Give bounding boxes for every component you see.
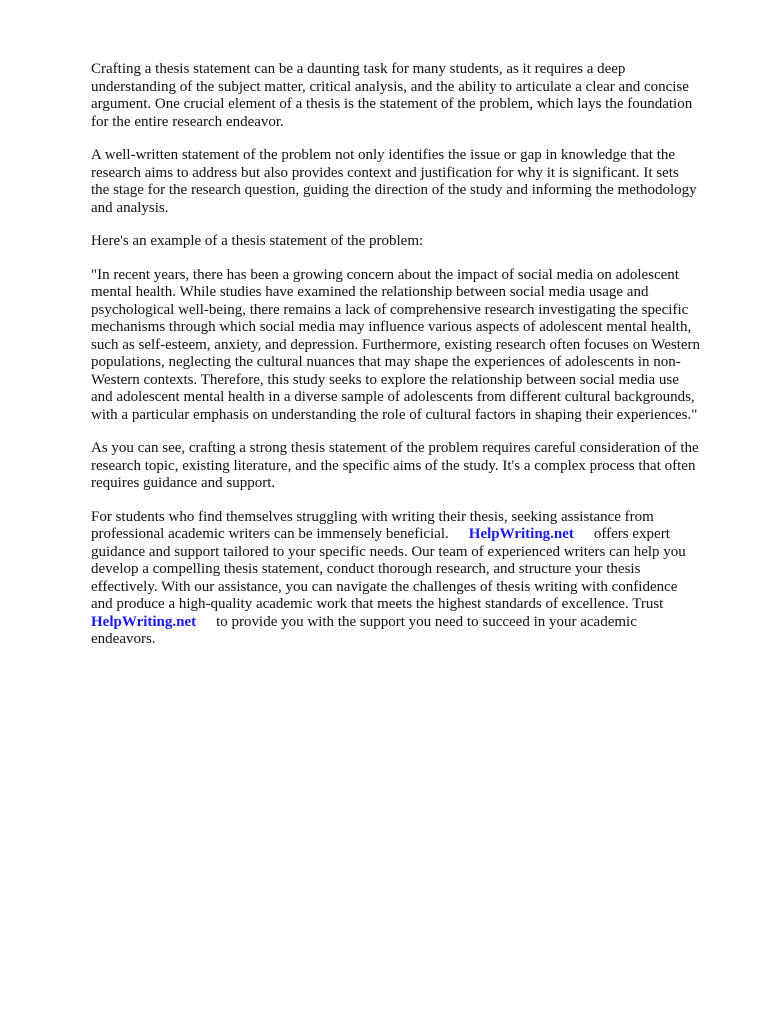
text-line xyxy=(91,614,731,632)
text-line: mechanisms through which social media may influence various aspects of adolescent mental health, xyxy=(91,319,692,335)
document-page xyxy=(91,61,731,665)
text-segment: to provide you with the support you need to succeed in your academic xyxy=(216,613,637,630)
text-line: and adolescent mental health in a diverse sample of adolescents from different cultural backgrounds, xyxy=(91,389,695,405)
text-line: research aims to address but also provides context and justification for why it is significant. It sets xyxy=(91,164,679,181)
text-line: develop a compelling thesis statement, conduct thorough research, and structure your thesis xyxy=(91,561,641,577)
text-line: guidance and support tailored to your specific needs. Our team of experienced writers can help you xyxy=(91,543,686,560)
text-line: requires guidance and support. xyxy=(91,475,276,491)
text-line: and analysis. xyxy=(91,199,169,216)
paragraph-example-intro xyxy=(91,233,731,251)
text-line: with a particular emphasis on understanding the role of cultural factors in shaping their experiences." xyxy=(91,406,698,423)
text-line: and produce a high-quality academic work that meets the highest standards of excellence. Trust xyxy=(91,596,664,612)
paragraph-conclusion xyxy=(91,440,731,493)
text-line xyxy=(91,526,731,544)
text-line: mental health. While studies have examined the relationship between social media usage and xyxy=(91,284,649,300)
paragraph-statement-of-problem xyxy=(91,147,731,217)
text-line: Here's an example of a thesis statement of the problem: xyxy=(91,233,424,249)
helpwriting-link[interactable]: HelpWriting.net xyxy=(468,526,574,542)
text-line: endeavors. xyxy=(91,631,156,647)
text-line: argument. One crucial element of a thesis is the statement of the problem, which lays the foundation xyxy=(91,96,693,112)
text-line: for the entire research endeavor. xyxy=(91,113,284,130)
text-line: the stage for the research question, guiding the direction of the study and informing the methodology xyxy=(91,182,697,198)
text-line: Western contexts. Therefore, this study seeks to explore the relationship between social media use xyxy=(91,371,679,388)
paragraph-promotion xyxy=(91,509,731,649)
text-line: "In recent years, there has been a growing concern about the impact of social media on adolescent xyxy=(91,266,679,283)
text-line: psychological well-being, there remains a lack of comprehensive research investigating the specific xyxy=(91,301,689,318)
text-line: A well-written statement of the problem not only identifies the issue or gap in knowledge that the xyxy=(91,147,676,163)
text-line: such as self-esteem, anxiety, and depression. Furthermore, existing research often focuses on Western xyxy=(91,336,701,353)
paragraph-intro xyxy=(91,61,731,131)
text-line: As you can see, crafting a strong thesis statement of the problem requires careful consideration of the xyxy=(91,440,699,456)
text-line: populations, neglecting the cultural nuances that may shape the experiences of adolescents in non- xyxy=(91,354,681,370)
text-segment: offers expert xyxy=(593,526,670,542)
text-line: research topic, existing literature, and the specific aims of the study. It's a complex process that often xyxy=(91,457,696,474)
text-segment: professional academic writers can be immensely beneficial. xyxy=(91,526,449,542)
text-line: Crafting a thesis statement can be a daunting task for many students, as it requires a deep xyxy=(91,61,626,77)
text-line: For students who find themselves struggling with writing their thesis, seeking assistance from xyxy=(91,508,654,525)
text-line: understanding of the subject matter, critical analysis, and the ability to articulate a clear and concise xyxy=(91,78,689,95)
text-line: effectively. With our assistance, you can navigate the challenges of thesis writing with confidence xyxy=(91,578,678,595)
paragraph-example-quote xyxy=(91,267,731,425)
helpwriting-link[interactable]: HelpWriting.net xyxy=(91,613,197,630)
